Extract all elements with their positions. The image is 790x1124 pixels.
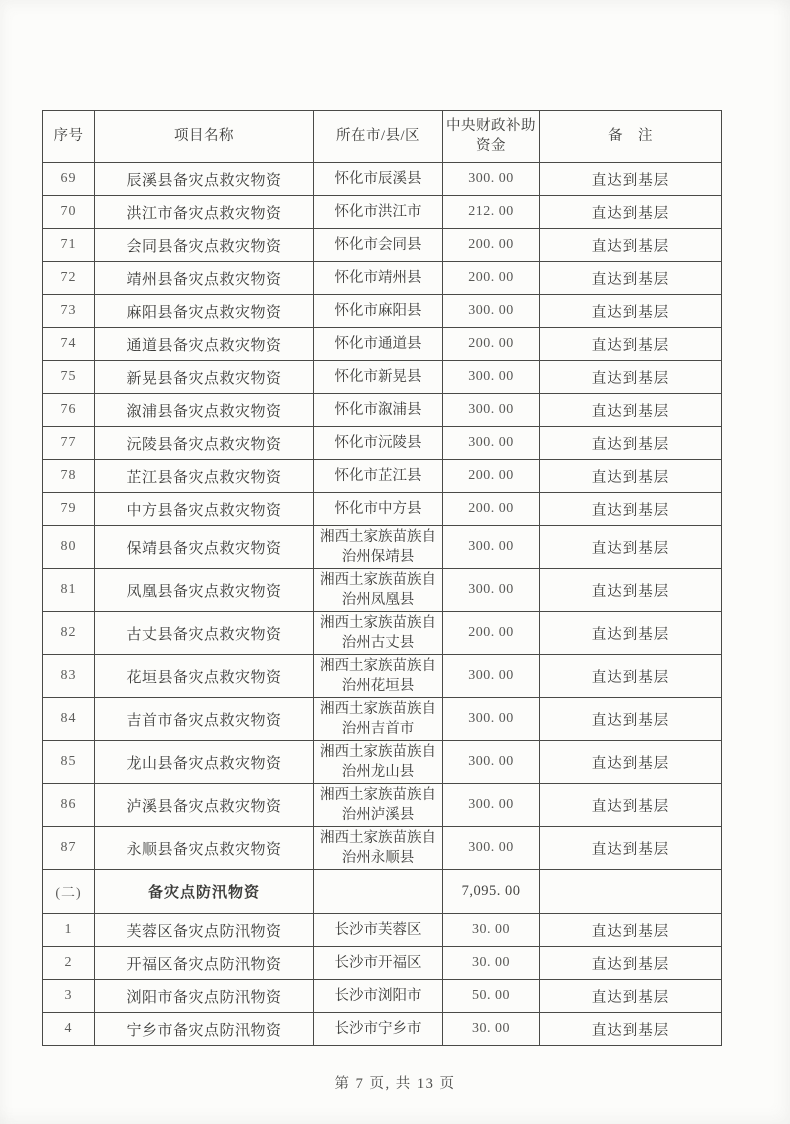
location-cell: 湘西土家族苗族自治州凤凰县 xyxy=(314,569,443,612)
project-name-cell: 泸溪县备灾点救灾物资 xyxy=(95,784,314,827)
project-name-cell: 吉首市备灾点救灾物资 xyxy=(95,698,314,741)
column-header-project-name: 项目名称 xyxy=(95,111,314,163)
amount-cell: 300. 00 xyxy=(443,698,540,741)
amount-cell: 212. 00 xyxy=(443,196,540,229)
serial-no-cell: 72 xyxy=(43,262,95,295)
amount-cell: 7,095. 00 xyxy=(443,870,540,914)
location-cell: 怀化市麻阳县 xyxy=(314,295,443,328)
serial-no-cell: 81 xyxy=(43,569,95,612)
serial-no-cell: 73 xyxy=(43,295,95,328)
serial-no-cell: 71 xyxy=(43,229,95,262)
location-cell: 湘西土家族苗族自治州花垣县 xyxy=(314,655,443,698)
remarks-cell: 直达到基层 xyxy=(540,569,722,612)
remarks-cell: 直达到基层 xyxy=(540,328,722,361)
remarks-cell: 直达到基层 xyxy=(540,526,722,569)
location-cell xyxy=(314,870,443,914)
table-row xyxy=(43,698,722,741)
amount-cell: 50. 00 xyxy=(443,980,540,1013)
project-name-cell: 备灾点防汛物资 xyxy=(95,870,314,914)
amount-cell: 300. 00 xyxy=(443,526,540,569)
project-name-cell: 芙蓉区备灾点防汛物资 xyxy=(95,914,314,947)
remarks-cell: 直达到基层 xyxy=(540,361,722,394)
table-row xyxy=(43,526,722,569)
table-row xyxy=(43,827,722,870)
serial-no-cell: 69 xyxy=(43,163,95,196)
amount-cell: 300. 00 xyxy=(443,741,540,784)
table-row xyxy=(43,655,722,698)
location-cell: 长沙市开福区 xyxy=(314,947,443,980)
project-name-cell: 花垣县备灾点救灾物资 xyxy=(95,655,314,698)
table-row xyxy=(43,196,722,229)
amount-cell: 200. 00 xyxy=(443,229,540,262)
serial-no-cell: 80 xyxy=(43,526,95,569)
location-cell: 湘西土家族苗族自治州泸溪县 xyxy=(314,784,443,827)
table-row xyxy=(43,1013,722,1046)
serial-no-cell: 3 xyxy=(43,980,95,1013)
amount-cell: 300. 00 xyxy=(443,361,540,394)
project-name-cell: 溆浦县备灾点救灾物资 xyxy=(95,394,314,427)
remarks-cell: 直达到基层 xyxy=(540,741,722,784)
project-name-cell: 靖州县备灾点救灾物资 xyxy=(95,262,314,295)
amount-cell: 200. 00 xyxy=(443,612,540,655)
project-name-cell: 通道县备灾点救灾物资 xyxy=(95,328,314,361)
serial-no-cell: 74 xyxy=(43,328,95,361)
project-name-cell: 芷江县备灾点救灾物资 xyxy=(95,460,314,493)
location-cell: 怀化市芷江县 xyxy=(314,460,443,493)
amount-cell: 30. 00 xyxy=(443,914,540,947)
remarks-cell: 直达到基层 xyxy=(540,394,722,427)
location-cell: 长沙市芙蓉区 xyxy=(314,914,443,947)
table-row xyxy=(43,262,722,295)
amount-cell: 300. 00 xyxy=(443,827,540,870)
remarks-cell: 直达到基层 xyxy=(540,1013,722,1046)
serial-no-cell: 79 xyxy=(43,493,95,526)
remarks-cell: 直达到基层 xyxy=(540,698,722,741)
table-row xyxy=(43,741,722,784)
serial-no-cell: 86 xyxy=(43,784,95,827)
location-cell: 湘西土家族苗族自治州吉首市 xyxy=(314,698,443,741)
project-name-cell: 凤凰县备灾点救灾物资 xyxy=(95,569,314,612)
location-cell: 怀化市通道县 xyxy=(314,328,443,361)
page-number-footer: 第 7 页, 共 13 页 xyxy=(334,1076,456,1092)
remarks-cell: 直达到基层 xyxy=(540,163,722,196)
location-cell: 怀化市辰溪县 xyxy=(314,163,443,196)
amount-cell: 200. 00 xyxy=(443,328,540,361)
amount-cell: 300. 00 xyxy=(443,784,540,827)
project-name-cell: 辰溪县备灾点救灾物资 xyxy=(95,163,314,196)
remarks-cell: 直达到基层 xyxy=(540,914,722,947)
subsidy-table xyxy=(42,110,722,1046)
location-cell: 湘西土家族苗族自治州龙山县 xyxy=(314,741,443,784)
location-cell: 湘西土家族苗族自治州保靖县 xyxy=(314,526,443,569)
serial-no-cell: 85 xyxy=(43,741,95,784)
table-row xyxy=(43,361,722,394)
location-cell: 怀化市洪江市 xyxy=(314,196,443,229)
table-row xyxy=(43,784,722,827)
location-cell: 怀化市溆浦县 xyxy=(314,394,443,427)
remarks-cell: 直达到基层 xyxy=(540,262,722,295)
remarks-cell: 直达到基层 xyxy=(540,196,722,229)
table-row xyxy=(43,947,722,980)
project-name-cell: 麻阳县备灾点救灾物资 xyxy=(95,295,314,328)
project-name-cell: 洪江市备灾点救灾物资 xyxy=(95,196,314,229)
remarks-cell: 直达到基层 xyxy=(540,493,722,526)
column-header-serial-no: 序号 xyxy=(43,111,95,163)
table-row xyxy=(43,493,722,526)
location-cell: 怀化市会同县 xyxy=(314,229,443,262)
project-name-cell: 古丈县备灾点救灾物资 xyxy=(95,612,314,655)
table-row xyxy=(43,914,722,947)
project-name-cell: 开福区备灾点防汛物资 xyxy=(95,947,314,980)
amount-cell: 30. 00 xyxy=(443,1013,540,1046)
serial-no-cell: (二) xyxy=(43,870,95,914)
serial-no-cell: 75 xyxy=(43,361,95,394)
table-header-row xyxy=(43,111,722,163)
table-row xyxy=(43,163,722,196)
remarks-cell: 直达到基层 xyxy=(540,947,722,980)
serial-no-cell: 1 xyxy=(43,914,95,947)
serial-no-cell: 77 xyxy=(43,427,95,460)
remarks-cell: 直达到基层 xyxy=(540,980,722,1013)
amount-cell: 300. 00 xyxy=(443,655,540,698)
amount-cell: 300. 00 xyxy=(443,569,540,612)
table-row xyxy=(43,980,722,1013)
location-cell: 怀化市沅陵县 xyxy=(314,427,443,460)
table-row xyxy=(43,460,722,493)
location-cell: 湘西土家族苗族自治州永顺县 xyxy=(314,827,443,870)
serial-no-cell: 2 xyxy=(43,947,95,980)
remarks-cell xyxy=(540,870,722,914)
column-header-remarks: 备 注 xyxy=(540,111,722,163)
subsidy-table-container xyxy=(42,110,721,1046)
amount-cell: 30. 00 xyxy=(443,947,540,980)
project-name-cell: 会同县备灾点救灾物资 xyxy=(95,229,314,262)
remarks-cell: 直达到基层 xyxy=(540,827,722,870)
table-row xyxy=(43,569,722,612)
project-name-cell: 宁乡市备灾点防汛物资 xyxy=(95,1013,314,1046)
table-row xyxy=(43,229,722,262)
location-cell: 长沙市浏阳市 xyxy=(314,980,443,1013)
serial-no-cell: 87 xyxy=(43,827,95,870)
amount-cell: 300. 00 xyxy=(443,295,540,328)
table-row xyxy=(43,295,722,328)
table-row xyxy=(43,427,722,460)
project-name-cell: 永顺县备灾点救灾物资 xyxy=(95,827,314,870)
project-name-cell: 浏阳市备灾点防汛物资 xyxy=(95,980,314,1013)
table-row xyxy=(43,870,722,914)
location-cell: 怀化市新晃县 xyxy=(314,361,443,394)
remarks-cell: 直达到基层 xyxy=(540,229,722,262)
column-header-subsidy-amount: 中央财政补助资金 xyxy=(443,111,540,163)
table-row xyxy=(43,394,722,427)
table-body xyxy=(43,163,722,1046)
remarks-cell: 直达到基层 xyxy=(540,460,722,493)
serial-no-cell: 78 xyxy=(43,460,95,493)
project-name-cell: 沅陵县备灾点救灾物资 xyxy=(95,427,314,460)
location-cell: 长沙市宁乡市 xyxy=(314,1013,443,1046)
project-name-cell: 新晃县备灾点救灾物资 xyxy=(95,361,314,394)
serial-no-cell: 84 xyxy=(43,698,95,741)
remarks-cell: 直达到基层 xyxy=(540,784,722,827)
remarks-cell: 直达到基层 xyxy=(540,655,722,698)
amount-cell: 200. 00 xyxy=(443,460,540,493)
serial-no-cell: 82 xyxy=(43,612,95,655)
amount-cell: 300. 00 xyxy=(443,427,540,460)
table-row xyxy=(43,328,722,361)
location-cell: 湘西土家族苗族自治州古丈县 xyxy=(314,612,443,655)
table-row xyxy=(43,612,722,655)
serial-no-cell: 70 xyxy=(43,196,95,229)
project-name-cell: 中方县备灾点救灾物资 xyxy=(95,493,314,526)
location-cell: 怀化市靖州县 xyxy=(314,262,443,295)
amount-cell: 300. 00 xyxy=(443,163,540,196)
amount-cell: 200. 00 xyxy=(443,493,540,526)
column-header-location: 所在市/县/区 xyxy=(314,111,443,163)
serial-no-cell: 76 xyxy=(43,394,95,427)
serial-no-cell: 83 xyxy=(43,655,95,698)
remarks-cell: 直达到基层 xyxy=(540,612,722,655)
amount-cell: 300. 00 xyxy=(443,394,540,427)
project-name-cell: 龙山县备灾点救灾物资 xyxy=(95,741,314,784)
project-name-cell: 保靖县备灾点救灾物资 xyxy=(95,526,314,569)
amount-cell: 200. 00 xyxy=(443,262,540,295)
serial-no-cell: 4 xyxy=(43,1013,95,1046)
remarks-cell: 直达到基层 xyxy=(540,427,722,460)
location-cell: 怀化市中方县 xyxy=(314,493,443,526)
remarks-cell: 直达到基层 xyxy=(540,295,722,328)
